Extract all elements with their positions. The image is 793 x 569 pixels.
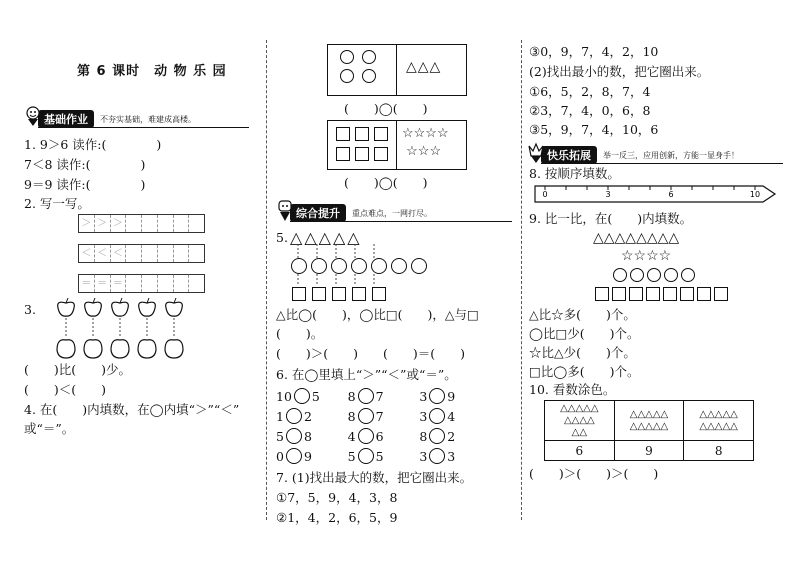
compare-circle-input[interactable]: [358, 388, 374, 404]
triangle-icon: △: [290, 228, 303, 247]
q6-item: [348, 408, 420, 424]
banner-rule: [290, 221, 512, 222]
q6-right-number: 5: [375, 448, 384, 464]
q5-dashed-links-2: [290, 274, 390, 286]
q6-left-number: 5: [276, 428, 284, 444]
triangle-icon: △: [304, 228, 317, 247]
compare-circle-input[interactable]: [429, 388, 445, 404]
q10-cell-1[interactable]: △△△△△ △△△△ △△: [545, 401, 615, 441]
q9-label: 9. 比一比，在( )内填数。: [529, 211, 693, 226]
square-icon: [714, 287, 728, 301]
q8-label: 8. 按顺序填数。: [529, 166, 620, 181]
circle-icon: [351, 258, 367, 274]
q7-b1: ①6，5，2，8，7，4: [529, 84, 651, 99]
circle-icon: [664, 268, 678, 282]
mid-blank-2[interactable]: ( )◯( ): [344, 175, 428, 190]
middle-column: [272, 0, 520, 569]
q6-item: [419, 448, 491, 464]
square-group: [336, 127, 387, 161]
q6-left-number: 10: [276, 388, 292, 404]
q7-label2: (2)找出最小的数，把它圈出来。: [529, 64, 710, 79]
q6-right-number: 9: [447, 388, 456, 404]
trace-cell: ＝: [79, 275, 95, 292]
q6-left-number: 3: [419, 388, 428, 404]
q3-line1: ( )比( )少。: [24, 362, 132, 377]
compare-box-1: [327, 44, 467, 96]
mascot-icon: [276, 200, 294, 222]
q6-left-number: 8: [347, 388, 356, 404]
right-column: [527, 0, 789, 569]
apple-icon: [112, 302, 129, 316]
q10-number-3: 8: [684, 441, 754, 461]
q9-line1: △比☆多( )个。: [529, 307, 636, 322]
trace-cell: ＝: [95, 275, 111, 292]
circle-icon: [630, 268, 644, 282]
banner-fun-motto: 举一反三，应用创新，方能一显身手！: [603, 150, 739, 160]
box-divider: [396, 121, 397, 169]
compare-circle-input[interactable]: [358, 448, 374, 464]
square-icon: [697, 287, 711, 301]
square-icon: [374, 127, 388, 141]
number-ruler[interactable]: [535, 182, 777, 206]
q6-right-number: 4: [447, 408, 456, 424]
q6-right-number: 9: [303, 448, 312, 464]
banner-comprehensive: [276, 204, 512, 222]
q6-right-number: 2: [447, 428, 456, 444]
q5-line2: ( )。: [276, 326, 324, 341]
q3-label: 3.: [24, 302, 36, 317]
q6-right-number: 6: [375, 428, 384, 444]
square-icon: [312, 287, 326, 301]
q9-line4: □比◯多( )个。: [529, 364, 640, 379]
q7-a3: ③0，9，7，4，2，10: [529, 44, 659, 59]
banner-fun-label: 快乐拓展: [541, 146, 597, 164]
q9-circles: [613, 268, 695, 282]
write-cell[interactable]: [126, 245, 142, 262]
square-icon: [336, 127, 350, 141]
write-cell[interactable]: [189, 275, 204, 292]
write-row-2[interactable]: [78, 244, 205, 263]
q4-line1: 4. 在( )内填数，在◯内填“＞”“＜”: [24, 402, 240, 417]
square-icon: [372, 287, 386, 301]
circle-icon: [311, 258, 327, 274]
circle-icon: [391, 258, 407, 274]
write-row-1[interactable]: [78, 214, 205, 233]
q6-grid: [276, 386, 491, 466]
peach-icon: [57, 340, 75, 358]
q2-label: 2. 写一写。: [24, 196, 90, 211]
q7-a2: ②1，4，2，6，5，9: [276, 510, 398, 525]
box-divider: [396, 45, 397, 95]
left-column: [0, 0, 262, 569]
write-cell[interactable]: [174, 245, 190, 262]
q7-b2: ②3，7，4，0，6，8: [529, 103, 651, 118]
trace-cell: ＜: [111, 245, 127, 262]
lesson-title: 第 6 课时 动 物 乐 园: [77, 64, 227, 79]
q6-left-number: 8: [419, 428, 428, 444]
trace-cell: ＞: [111, 215, 127, 232]
circle-icon: [362, 50, 376, 64]
q7-label: 7. (1)找出最大的数，把它圈出来。: [276, 470, 473, 485]
q4-line2: 或“＝”。: [24, 421, 75, 436]
banner-basic-label: 基础作业: [38, 110, 94, 128]
circle-icon: [340, 50, 354, 64]
circle-icon: [340, 69, 354, 83]
q7-a1: ①7，5，9，4，3，8: [276, 490, 398, 505]
square-icon: [355, 147, 369, 161]
q5-circle-row: [291, 258, 427, 274]
q6-right-number: 7: [375, 388, 384, 404]
compare-circle-input[interactable]: [294, 388, 310, 404]
q6-left-number: 0: [276, 448, 284, 464]
q10-table: [544, 400, 754, 461]
write-cell[interactable]: [126, 275, 142, 292]
circle-group: [340, 50, 376, 83]
banner-comprehensive-label: 综合提升: [290, 204, 346, 222]
ruler-num-0: 0: [542, 190, 548, 199]
q10-answer[interactable]: ( )＞( )＞( ): [529, 466, 659, 481]
write-cell[interactable]: [174, 215, 190, 232]
q6-label: 6. 在◯里填上“＞”“＜”或“＝”。: [276, 367, 457, 382]
ruler-num-6: 6: [668, 190, 674, 199]
q6-right-number: 5: [311, 388, 320, 404]
circle-icon: [411, 258, 427, 274]
square-icon: [629, 287, 643, 301]
q6-row: [276, 446, 491, 466]
q6-left-number: 8: [347, 408, 356, 424]
circle-icon: [331, 258, 347, 274]
write-cell[interactable]: [142, 215, 158, 232]
square-icon: [374, 147, 388, 161]
q7-b3: ③5，9，7，4，10，6: [529, 122, 659, 137]
write-cell[interactable]: [189, 215, 204, 232]
compare-circle-input[interactable]: [429, 448, 445, 464]
q10-number-1: 6: [545, 441, 615, 461]
q5-label: 5.: [276, 230, 288, 245]
write-cell[interactable]: [126, 215, 142, 232]
triangle-icon: △: [332, 228, 346, 247]
triangle-icon: △: [347, 228, 360, 247]
banner-basic-motto: 不夯实基础，难建成高楼。: [100, 114, 196, 124]
circle-icon: [362, 69, 376, 83]
write-row-3[interactable]: [78, 274, 205, 293]
circle-icon: [371, 258, 387, 274]
square-icon: [332, 287, 346, 301]
q1-line3: 9＝9 读作:( ): [24, 177, 146, 192]
compare-circle-input[interactable]: [286, 408, 302, 424]
q5-line1: △比◯( )，◯比□( )，△与□: [276, 307, 479, 322]
peach-icon: [138, 340, 156, 358]
write-cell[interactable]: [158, 245, 174, 262]
compare-circle-input[interactable]: [358, 428, 374, 444]
q1-line2: 7＜8 读作:( ): [24, 157, 146, 172]
mid-blank-1[interactable]: ( )◯( ): [344, 101, 428, 116]
q10-number-2: 9: [614, 441, 684, 461]
compare-circle-input[interactable]: [429, 408, 445, 424]
q1-line1: 1. 9＞6 读作:( ): [24, 137, 162, 152]
square-icon: [612, 287, 626, 301]
compare-circle-input[interactable]: [429, 428, 445, 444]
square-icon: [595, 287, 609, 301]
q6-item: [276, 448, 348, 464]
q6-left-number: 5: [347, 448, 356, 464]
q6-right-number: 2: [303, 408, 312, 424]
compare-box-2: [327, 120, 467, 170]
q5-square-row: [292, 287, 386, 301]
trace-cell: ＜: [95, 245, 111, 262]
trace-cell: ＝: [111, 275, 127, 292]
peach-icon: [111, 340, 129, 358]
circle-icon: [291, 258, 307, 274]
banner-fun: [527, 146, 783, 164]
q9-squares: [595, 287, 728, 301]
q6-row: [276, 386, 491, 406]
apple-icon: [166, 302, 183, 316]
divider-left: [266, 40, 267, 520]
divider-right: [521, 40, 522, 520]
q6-right-number: 8: [303, 428, 312, 444]
q6-item: [419, 388, 491, 404]
compare-circle-input[interactable]: [286, 448, 302, 464]
square-icon: [355, 127, 369, 141]
q3-line2: ( )＜( ): [24, 382, 107, 397]
q10-label: 10. 看数涂色。: [529, 382, 616, 397]
mascot-icon: [24, 106, 42, 128]
q6-right-number: 7: [375, 408, 384, 424]
peach-icon: [165, 340, 183, 358]
q6-row: [276, 426, 491, 446]
q6-item: [276, 388, 348, 404]
write-cell[interactable]: [158, 215, 174, 232]
circle-icon: [613, 268, 627, 282]
square-icon: [352, 287, 366, 301]
compare-circle-input[interactable]: [358, 408, 374, 424]
q9-stars: ☆☆☆☆: [621, 248, 672, 264]
circle-icon: [681, 268, 695, 282]
q6-item: [348, 428, 420, 444]
q10-cell-3[interactable]: △△△△△ △△△△△: [684, 401, 754, 441]
q10-cell-2[interactable]: △△△△△ △△△△△: [614, 401, 684, 441]
banner-comprehensive-motto: 重点难点，一网打尽。: [352, 208, 432, 218]
star-group: ☆☆☆☆ ☆☆☆: [402, 126, 449, 159]
mascot-icon: [527, 142, 545, 164]
banner-basic: [24, 110, 249, 128]
q6-item: [419, 408, 491, 424]
write-cell[interactable]: [142, 245, 158, 262]
square-icon: [292, 287, 306, 301]
ruler-num-3: 3: [605, 190, 611, 199]
square-icon: [336, 147, 350, 161]
q6-item: [276, 428, 348, 444]
apple-icon: [139, 302, 156, 316]
ruler-num-10: 10: [749, 190, 761, 199]
write-cell[interactable]: [142, 275, 158, 292]
triangle-group: △△△: [406, 59, 442, 75]
trace-cell: ＜: [79, 245, 95, 262]
square-icon: [680, 287, 694, 301]
compare-circle-input[interactable]: [286, 428, 302, 444]
banner-rule: [541, 163, 783, 164]
q6-left-number: 3: [419, 448, 428, 464]
peach-icon: [84, 340, 102, 358]
q6-row: [276, 406, 491, 426]
q6-item: [276, 408, 348, 424]
q6-left-number: 1: [276, 408, 284, 424]
q9-triangles: △△△△△△△△: [593, 230, 680, 246]
q6-left-number: 3: [419, 408, 428, 424]
q3-illustration: [52, 298, 192, 360]
q6-left-number: 4: [347, 428, 356, 444]
banner-rule: [38, 127, 249, 128]
circle-icon: [647, 268, 661, 282]
write-cell[interactable]: [158, 275, 174, 292]
q6-item: [348, 388, 420, 404]
q6-right-number: 3: [447, 448, 456, 464]
trace-cell: ＞: [95, 215, 111, 232]
apple-icon: [58, 302, 75, 316]
triangle-icon: △: [318, 228, 331, 247]
write-cell[interactable]: [174, 275, 190, 292]
q9-line3: ☆比△少( )个。: [529, 345, 636, 360]
square-icon: [663, 287, 677, 301]
square-icon: [646, 287, 660, 301]
q9-line2: ◯比□少( )个。: [529, 326, 640, 341]
q5-line3: ( )＞( ) ( )＝( ): [276, 346, 466, 361]
q6-item: [419, 428, 491, 444]
q5-dashed-links: [290, 244, 390, 258]
apple-icon: [85, 302, 102, 316]
trace-cell: ＞: [79, 215, 95, 232]
q6-item: [348, 448, 420, 464]
write-cell[interactable]: [189, 245, 204, 262]
